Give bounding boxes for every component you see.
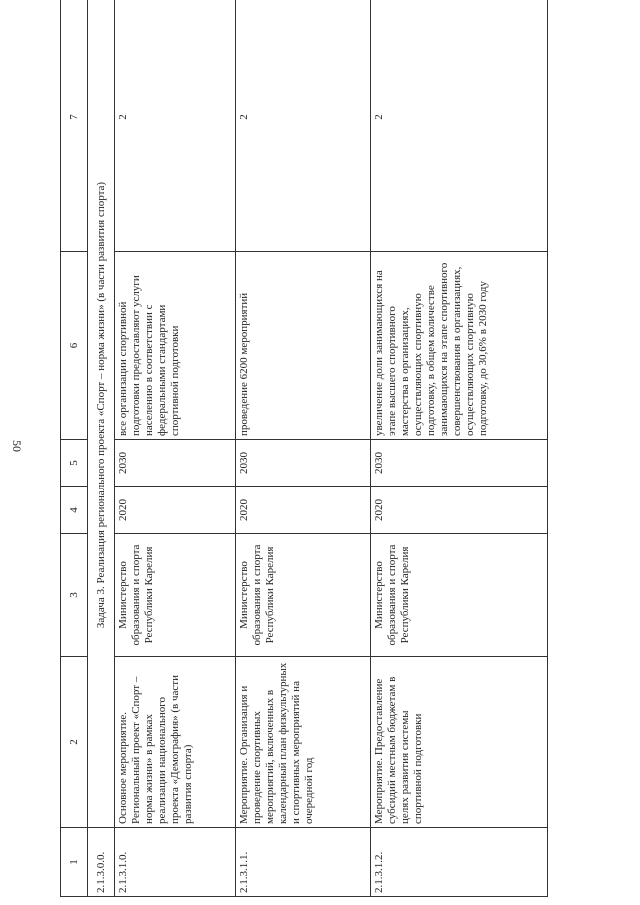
program-table xyxy=(60,0,548,897)
header-col-1: 1 xyxy=(61,828,88,897)
header-col-2: 2 xyxy=(61,657,88,828)
row-start-year: 2020 xyxy=(371,487,548,534)
row-event: Мероприятие. Предоставление субсидий местным бюджетам в целях развития системы спортивной подготовки xyxy=(371,657,548,828)
row-code: 2.1.3.1.2. xyxy=(371,828,548,897)
row-end-year: 2030 xyxy=(371,440,548,487)
row-event: Основное мероприятие. Региональный проект «Спорт – норма жизни» в рамках реализации национального проекта «Демография» (в части развития спорта) xyxy=(115,657,236,828)
row-end-year: 2030 xyxy=(115,440,236,487)
task-row xyxy=(88,0,115,897)
row-executor: Министерство образования и спорта Республики Карелия xyxy=(115,534,236,657)
row-result: увеличение доли занимающихся на этапе высшего спортивного мастерства в организациях, осуществляющих спортивную подготовку, в общем количестве занимающихся на этапе спортивного совершенствования в организациях, осуществляющих спортивную подготовку, до 30,6% в 2030 году xyxy=(371,252,548,440)
row-code: 2.1.3.1.0. xyxy=(115,828,236,897)
row-executor: Министерство образования и спорта Республики Карелия xyxy=(371,534,548,657)
row-executor: Министерство образования и спорта Республики Карелия xyxy=(236,534,371,657)
table-row xyxy=(371,0,548,897)
row-indicator: 2 xyxy=(236,0,371,252)
header-col-3: 3 xyxy=(61,534,88,657)
header-col-4: 4 xyxy=(61,487,88,534)
row-code: 2.1.3.1.1. xyxy=(236,828,371,897)
table-row xyxy=(115,0,236,897)
rotated-table-container xyxy=(60,32,590,897)
row-start-year: 2020 xyxy=(236,487,371,534)
header-col-7: 7 xyxy=(61,0,88,252)
row-result: все организации спортивной подготовки предоставляют услуги населению в соответствии с федеральными стандартами спортивной подготовки xyxy=(115,252,236,440)
row-event: Мероприятие. Организация и проведение спортивных мероприятий, включенных в календарный план физкультурных и спортивных мероприятий на очередной год xyxy=(236,657,371,828)
row-start-year: 2020 xyxy=(115,487,236,534)
row-indicator: 2 xyxy=(115,0,236,252)
row-indicator: 2 xyxy=(371,0,548,252)
page-number: 50 xyxy=(10,440,24,452)
table-row xyxy=(236,0,371,897)
task-title: Задача 3. Реализация регионального проекта «Спорт – норма жизни» (в части развития спорта) xyxy=(88,0,115,828)
task-code: 2.1.3.0.0. xyxy=(88,828,115,897)
header-col-6: 6 xyxy=(61,252,88,440)
row-end-year: 2030 xyxy=(236,440,371,487)
header-col-5: 5 xyxy=(61,440,88,487)
header-row xyxy=(61,0,88,897)
row-result: проведение 6200 мероприятий xyxy=(236,252,371,440)
